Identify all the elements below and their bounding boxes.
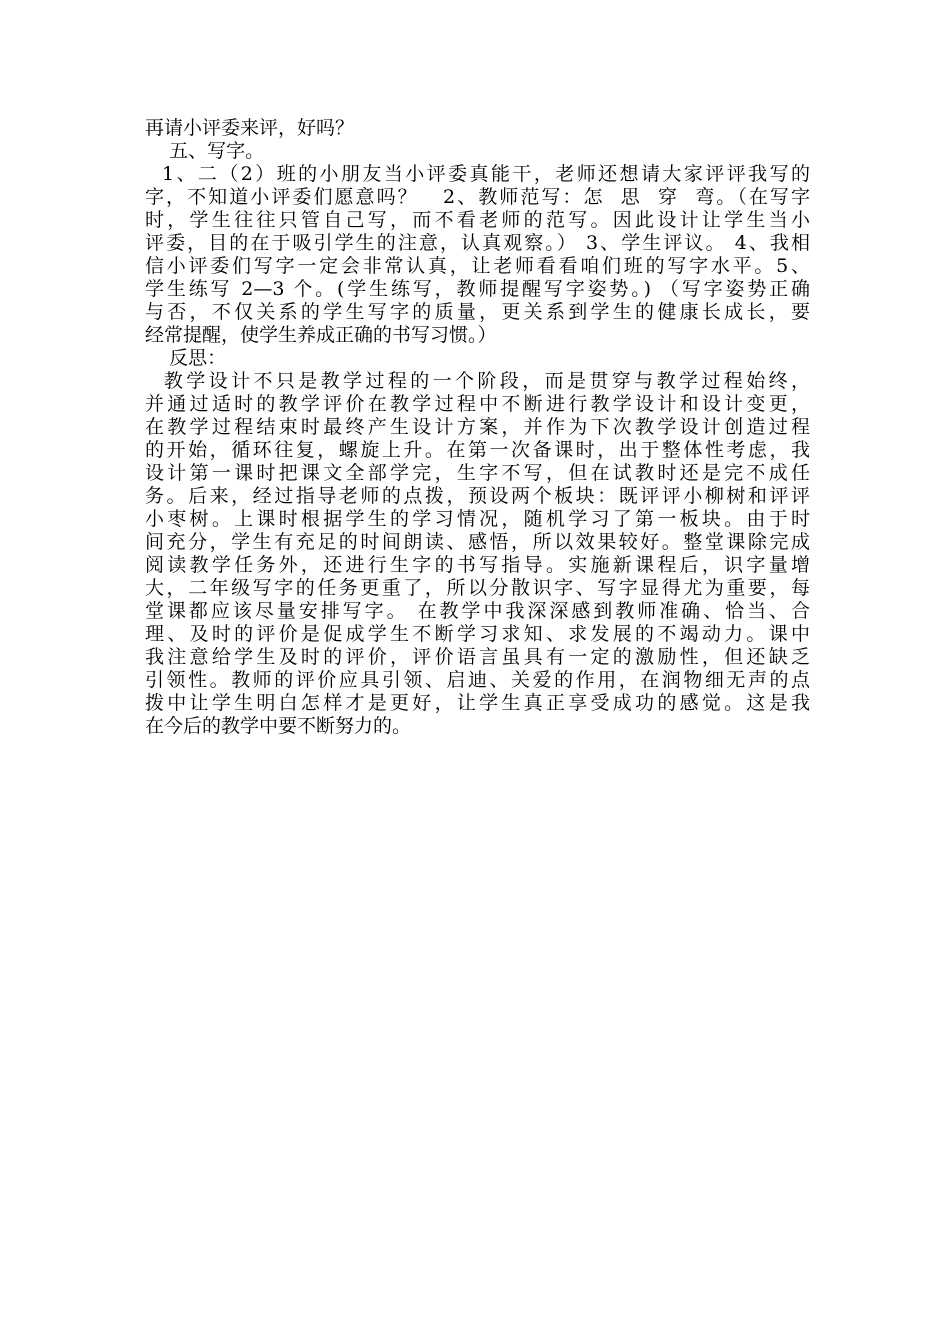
text-line: 时，学生往往只管自己写，而不看老师的范写。因此设计让学生当小 bbox=[145, 209, 810, 231]
text-line: 堂课都应该尽量安排写字。 在教学中我深深感到教师准确、恰当、合 bbox=[145, 600, 810, 622]
text-line: 我注意给学生及时的评价，评价语言虽具有一定的激励性，但还缺乏 bbox=[145, 646, 810, 668]
text-line: 在今后的教学中要不断努力的。 bbox=[145, 715, 412, 737]
text-line: 的开始，循环往复，螺旋上升。在第一次备课时，出于整体性考虑，我 bbox=[145, 439, 810, 461]
text-line: 信小评委们写字一定会非常认真，让老师看看咱们班的写字水平。5、 bbox=[145, 255, 810, 277]
text-line: 字，不知道小评委们愿意吗？ 2、教师范写：怎 思 穿 弯。（在写字 bbox=[145, 186, 810, 208]
text-line: 经常提醒，使学生养成正确的书写习惯。） bbox=[145, 324, 497, 346]
text-line: 引领性。教师的评价应具引领、启迪、关爱的作用，在润物细无声的点 bbox=[145, 669, 810, 691]
text-line: 务。后来，经过指导老师的点拨，预设两个板块：既评评小柳树和评评 bbox=[145, 485, 810, 507]
text-line: 与否，不仅关系的学生写字的质量，更关系到学生的健康长成长，要 bbox=[145, 301, 810, 323]
document-page bbox=[145, 117, 810, 738]
text-line: 教学设计不只是教学过程的一个阶段，而是贯穿与教学过程始终， bbox=[145, 370, 810, 392]
text-line: 学生练写 2—3 个。(学生练写，教师提醒写字姿势。) （写字姿势正确 bbox=[145, 278, 810, 300]
text-line: 评委，目的在于吸引学生的注意，认真观察。） 3、学生评议。 4、我相 bbox=[145, 232, 810, 254]
text-line: 设计第一课时把课文全部学完，生字不写，但在试教时还是完不成任 bbox=[145, 462, 810, 484]
text-line: 1、二（2）班的小朋友当小评委真能干，老师还想请大家评评我写的 bbox=[145, 163, 810, 185]
text-line: 小枣树。上课时根据学生的学习情况，随机学习了第一板块。由于时 bbox=[145, 508, 810, 530]
text-line: 大，二年级写字的任务更重了，所以分散识字、写字显得尤为重要，每 bbox=[145, 577, 810, 599]
text-line: 在教学过程结束时最终产生设计方案，并作为下次教学设计创造过程 bbox=[145, 416, 810, 438]
text-line: 反思： bbox=[145, 347, 227, 369]
text-line: 五、写字。 bbox=[145, 140, 265, 162]
text-line: 拨中让学生明白怎样才是更好，让学生真正享受成功的感觉。这是我 bbox=[145, 692, 810, 714]
text-line: 阅读教学任务外，还进行生字的书写指导。实施新课程后，识字量增 bbox=[145, 554, 810, 576]
text-line: 理、及时的评价是促成学生不断学习求知、求发展的不竭动力。课中 bbox=[145, 623, 810, 645]
text-line: 间充分，学生有充足的时间朗读、感悟，所以效果较好。整堂课除完成 bbox=[145, 531, 810, 553]
text-line: 并通过适时的教学评价在教学过程中不断进行教学设计和设计变更， bbox=[145, 393, 810, 415]
text-line: 再请小评委来评，好吗？ bbox=[145, 117, 355, 139]
